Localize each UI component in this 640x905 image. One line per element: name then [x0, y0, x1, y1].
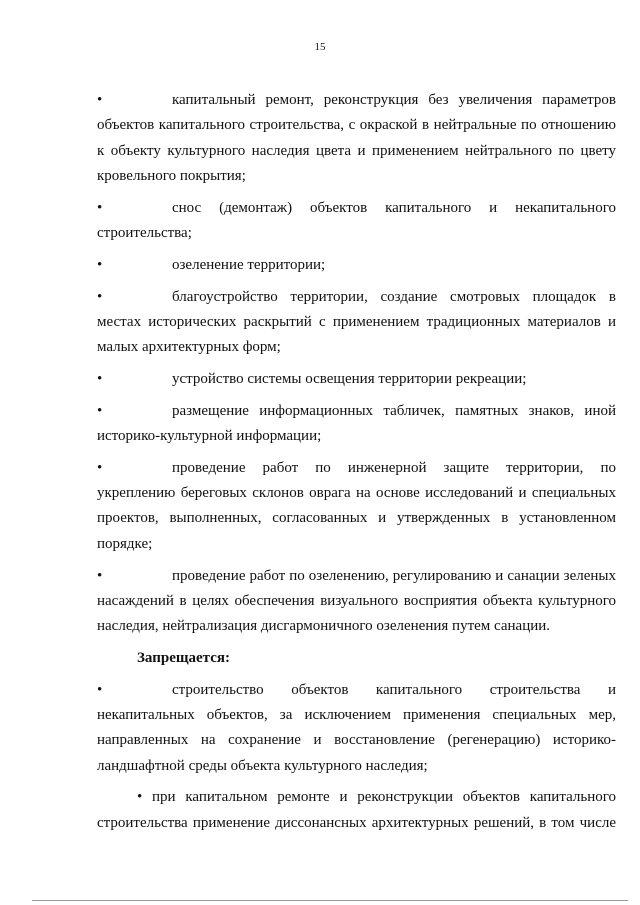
- list-item: [97, 88, 616, 189]
- list-item-text: местах исторических раскрытий с применением традиционных материалов и малых архитектурных форм;: [97, 313, 616, 356]
- list-item: [97, 253, 616, 278]
- list-item-first-line: устройство системы освещения территории рекреации;: [172, 370, 527, 387]
- list-item-first-line: благоустройство территории, создание смотровых площадок в: [172, 288, 616, 305]
- list-item-first-line: снос (демонтаж) объектов капитального и некапитального: [172, 199, 616, 216]
- list-item-first-line: озеленение территории;: [172, 256, 326, 273]
- list-item: [97, 399, 616, 450]
- list-item: • при капитальном ремонте и реконструкции объектов капитального строительства применение диссонансных архитектурных решений, в том числе: [97, 789, 616, 831]
- bullet-icon: •: [97, 92, 103, 108]
- section-heading: Запрещается:: [137, 649, 231, 666]
- list-item: [97, 564, 616, 640]
- bullet-icon: •: [97, 681, 103, 698]
- list-item: [97, 367, 616, 392]
- list-item-first-line: проведение работ по инженерной защите территории, по: [172, 459, 616, 476]
- list-item-text: строительства;: [97, 224, 192, 241]
- list-item-first-line: проведение работ по озеленению, регулированию и санации: [172, 567, 560, 584]
- list-item-first-line: капитальный ремонт, реконструкция без увеличения параметров: [172, 92, 616, 108]
- list-item-text: историко-культурной информации;: [97, 428, 322, 445]
- list-item-text: некапитальных объектов, за исключением применения специальных мер, направленных на сохранение и восстановление (регенерацию) историко-ландшафтной среды объекта культурного наследия;: [97, 707, 616, 774]
- list-item-first-line: строительство объектов капитального строительства и: [172, 681, 616, 698]
- bullet-icon: •: [97, 567, 103, 584]
- list-item-first-line: размещение информационных табличек, памятных знаков, иной: [172, 402, 616, 419]
- bullet-icon: •: [97, 459, 103, 476]
- list-item: [97, 678, 616, 779]
- bullet-icon: •: [97, 288, 103, 305]
- bullet-icon: •: [97, 370, 103, 387]
- bottom-divider: [32, 900, 628, 901]
- list-item: [97, 196, 616, 247]
- list-item-text: укреплению береговых склонов оврага на основе исследований и специальных проектов, выполненных, согласованных и утвержденных в установленном порядке;: [97, 485, 616, 552]
- bullet-icon: •: [97, 256, 103, 273]
- document-body: [97, 88, 616, 843]
- page-number: 15: [314, 41, 326, 53]
- list-item-text: объектов капитального строительства, с окраской в нейтральные по отношению к объекту культурного наследия цвета и применением нейтрального по цвету кровельного покрытия;: [97, 117, 616, 184]
- bullet-icon: •: [97, 199, 103, 216]
- bullet-icon: •: [97, 402, 103, 419]
- list-item: [97, 456, 616, 557]
- list-item-text: зеленых насаждений в целях обеспечения визуального восприятия объекта культурного наследия, нейтрализация дисгармоничного озеленения путем санации.: [97, 567, 616, 635]
- list-item: [97, 285, 616, 361]
